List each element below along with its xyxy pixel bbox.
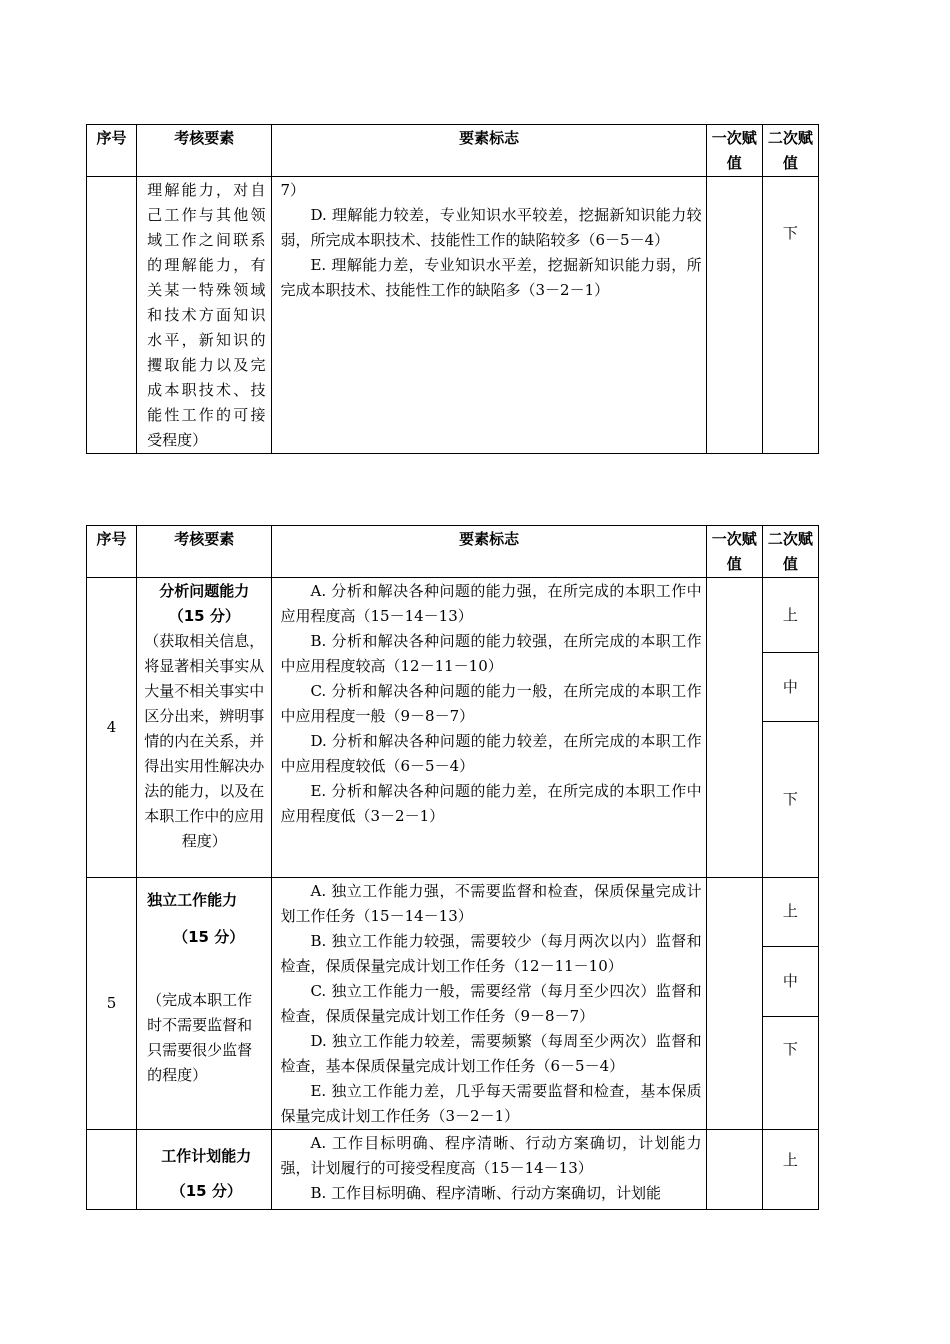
row-indicator [272,878,706,1130]
element-score: （15 分） [173,928,245,946]
grade-label: 下 [782,224,798,242]
row-first-value [706,878,762,1130]
row-seq: 5 [87,878,137,1130]
assessment-table-1 [86,124,819,454]
row-element [137,177,272,454]
element-title: 工作计划能力 [161,1147,252,1165]
indicator-line: A. 工作目标明确、程序清晰、行动方案确切，计划能力强，计划履行的可接受程度高（15－14－13） [280,1134,702,1177]
element-title: 分析问题能力 [159,582,250,600]
indicator-line: B. 独立工作能力较强，需要较少（每月两次以内）监督和检查，保质保量完成计划工作任务（12－11－10） [280,932,702,975]
header-seq: 序号 [87,125,137,177]
header-first-value: 一次赋值 [706,526,762,578]
table-row [87,1130,819,1210]
table-row [87,177,819,454]
element-desc: （完成本职工作时不需要监督和只需要很少监督的程度） [147,991,253,1084]
element-title: 独立工作能力 [147,891,238,909]
element-score: （15 分） [170,1182,242,1200]
row-element [137,1130,272,1210]
table-row [87,578,819,653]
indicator-line: C. 分析和解决各种问题的能力一般，在所完成的本职工作中应用程度一般（9－8－7） [280,682,702,725]
header-second-value: 二次赋值 [762,125,818,177]
row-first-value [706,177,762,454]
row-seq [87,1130,137,1210]
header-element: 考核要素 [137,125,272,177]
row-grade [762,1130,818,1210]
indicator-line: C. 独立工作能力一般，需要经常（每月至少四次）监督和检查，保质保量完成计划工作任务（9－8－7） [280,982,702,1025]
indicator-line: A. 分析和解决各种问题的能力强，在所完成的本职工作中应用程度高（15－14－13） [280,582,702,625]
row-grade: 上 [762,578,818,653]
row-element [137,878,272,1130]
table-row [87,878,819,947]
row-grade: 中 [762,946,818,1016]
header-first-value: 一次赋值 [706,125,762,177]
row-grade: 中 [762,653,818,722]
row-indicator [272,1130,706,1210]
indicator-line: D. 分析和解决各种问题的能力较差，在所完成的本职工作中应用程度较低（6－5－4） [280,732,702,775]
row-seq [87,177,137,454]
row-grade [762,1016,818,1129]
row-first-value [706,1130,762,1210]
indicator-line: 7） [280,181,306,199]
indicator-line: B. 工作目标明确、程序清晰、行动方案确切，计划能 [310,1184,662,1202]
row-first-value [706,578,762,878]
header-seq: 序号 [87,526,137,578]
row-grade [762,177,818,454]
indicator-line: E. 分析和解决各种问题的能力差，在所完成的本职工作中应用程度低（3－2－1） [280,782,702,825]
row-seq: 4 [87,578,137,878]
indicator-line: A. 独立工作能力强，不需要监督和检查，保质保量完成计划工作任务（15－14－13） [280,882,702,925]
element-desc: （获取相关信息，将显著相关事实从大量不相关事实中区分出来，辨明事情的内在关系，并得出实用性解决办法的能力，以及在本职工作中的应用程度） [144,632,265,850]
grade-label: 上 [782,1151,798,1169]
header-element: 考核要素 [137,526,272,578]
element-text: 理解能力，对自己工作与其他领域工作之间联系的理解能力，有关某一特殊领域和技术方面知识水平，新知识的攫取能力以及完成本职技术、技能性工作的可接受程度） [147,181,266,449]
indicator-line: E. 独立工作能力差，几乎每天需要监督和检查，基本保质保量完成计划工作任务（3－2－1） [280,1082,702,1125]
table-header-row [87,526,819,578]
indicator-line: B. 分析和解决各种问题的能力较强，在所完成的本职工作中应用程度较高（12－11－10） [280,632,702,675]
indicator-line: D. 理解能力较差，专业知识水平较差，挖掘新知识能力较弱，所完成本职技术、技能性工作的缺陷较多（6－5－4） [280,206,702,249]
row-indicator [272,177,706,454]
row-element [137,578,272,878]
header-second-value: 二次赋值 [762,526,818,578]
row-grade: 上 [762,878,818,947]
grade-label: 下 [782,1039,798,1058]
element-score: （15 分） [168,607,240,625]
table-header-row [87,125,819,177]
row-grade: 下 [762,722,818,878]
indicator-line: E. 理解能力差，专业知识水平差，挖掘新知识能力弱，所完成本职技术、技能性工作的缺陷多（3－2－1） [280,256,702,299]
header-indicator: 要素标志 [272,125,706,177]
header-indicator: 要素标志 [272,526,706,578]
indicator-line: D. 独立工作能力较差，需要频繁（每周至少两次）监督和检查，基本保质保量完成计划工作任务（6－5－4） [280,1032,702,1075]
row-indicator [272,578,706,878]
assessment-table-2 [86,525,819,1210]
